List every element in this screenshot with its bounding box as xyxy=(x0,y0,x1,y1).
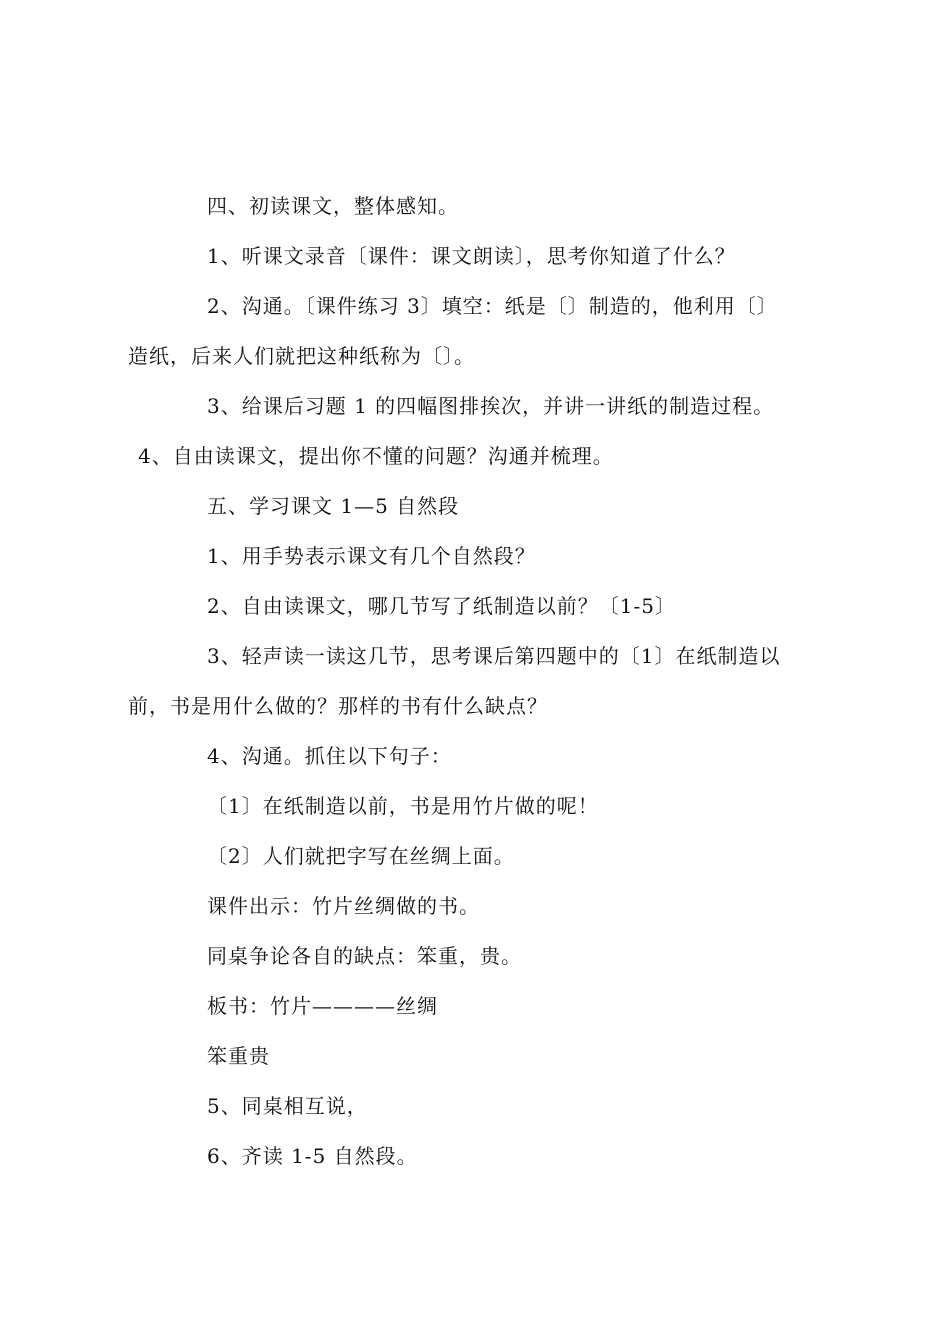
paragraph-line: 3、给课后习题 1 的四幅图排挨次，并讲一讲纸的制造过程。 xyxy=(207,394,775,418)
paragraph-line: 2、沟通。〔课件练习 3〕填空：纸是〔〕制造的，他利用〔〕 xyxy=(207,294,778,318)
section-heading-4: 四、初读课文，整体感知。 xyxy=(207,194,459,218)
section-heading-5: 五、学习课文 1—5 自然段 xyxy=(207,494,460,518)
quote-line: 〔2〕人们就把字写在丝绸上面。 xyxy=(207,844,515,868)
paragraph-line: 1、用手势表示课文有几个自然段？ xyxy=(207,544,536,568)
paragraph-line: 5、同桌相互说， xyxy=(207,1094,368,1118)
paragraph-line: 同桌争论各自的缺点：笨重，贵。 xyxy=(207,944,522,968)
board-writing-line: 板书：竹片————丝绸 xyxy=(207,994,438,1018)
paragraph-line: 前，书是用什么做的？那样的书有什么缺点？ xyxy=(128,694,548,718)
paragraph-line: 课件出示：竹片丝绸做的书。 xyxy=(207,894,480,918)
paragraph-line: 4、自由读课文，提出你不懂的问题？沟通并梳理。 xyxy=(138,444,614,468)
paragraph-line: 6、齐读 1-5 自然段。 xyxy=(207,1144,418,1168)
quote-line: 〔1〕在纸制造以前，书是用竹片做的呢！ xyxy=(207,794,599,818)
paragraph-line: 造纸，后来人们就把这种纸称为〔〕。 xyxy=(128,344,475,368)
paragraph-line: 1、听课文录音〔课件：课文朗读〕，思考你知道了什么？ xyxy=(207,244,736,268)
paragraph-line: 3、轻声读一读这几节，思考课后第四题中的〔1〕在纸制造以 xyxy=(207,644,781,668)
paragraph-line: 4、沟通。抓住以下句子： xyxy=(207,744,452,768)
paragraph-line: 2、自由读课文，哪几节写了纸制造以前？〔1-5〕 xyxy=(207,594,676,618)
board-writing-line: 笨重贵 xyxy=(207,1044,270,1068)
